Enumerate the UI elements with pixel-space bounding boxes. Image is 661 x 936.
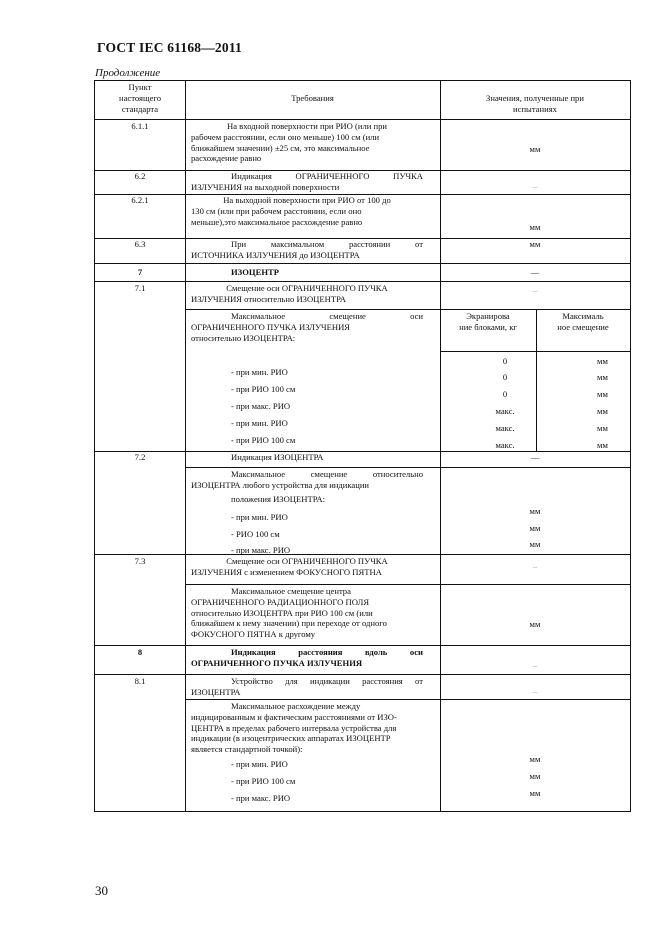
list-item: - при РИО 100 см xyxy=(231,776,296,786)
list-item: - при мин. РИО xyxy=(231,759,288,769)
document-header: ГОСТ IEC 61168—2011 xyxy=(97,40,242,55)
sub-header-max-offset: Максималь ное смещение xyxy=(557,311,609,332)
shielding-value: макс. xyxy=(495,423,515,433)
offset-unit: мм xyxy=(597,423,608,433)
row-divider xyxy=(185,584,630,585)
requirement-text: Максимальное смещение оси ОГРАНИЧЕННОГО ПУЧКА ИЗЛУЧЕНИЯ относительно ИЗОЦЕНТРА: xyxy=(191,311,423,343)
value-placeholder: _ xyxy=(532,179,538,189)
sub-header-shielding: Экранирова ние блоками, кг xyxy=(459,311,517,332)
clause-number: 7.1 xyxy=(134,283,146,293)
clause-number: 6.1.1 xyxy=(131,121,149,131)
list-item: - РИО 100 см xyxy=(231,529,280,539)
clause-number: 7.2 xyxy=(134,452,146,462)
requirement-text: Максимальное смещение центра ОГРАНИЧЕННОГО РАДИАЦИОННОГО ПОЛЯ относительно ИЗОЦЕНТРА при РИО 100 см (или ближайшем к нему значении) при переходе от одного ФОКУСНОГО ПЯТНА к другому xyxy=(191,586,387,640)
row-divider xyxy=(95,674,630,675)
clause-number: 7.3 xyxy=(134,556,146,566)
value-unit: мм xyxy=(529,239,541,249)
requirement-text: Максимальное смещение относительно ИЗОЦЕНТРА любого устройства для индикации положения ИЗОЦЕНТРА: xyxy=(191,469,423,504)
value-unit: мм xyxy=(529,619,541,629)
row-divider xyxy=(440,351,630,352)
list-item: - при макс. РИО xyxy=(231,793,291,803)
requirements-table xyxy=(94,80,631,812)
section-number: 7 xyxy=(137,267,143,277)
list-item: - при макс. РИО xyxy=(231,401,291,411)
col-header-values: Значения, полученные при испытаниях xyxy=(486,93,584,114)
list-item: - при РИО 100 см xyxy=(231,435,296,445)
requirement-text: На выходной поверхности при РИО от 100 до 130 см (или при рабочем расстоянии, если оно меньше),это максимальное расхождение равно xyxy=(191,195,391,227)
offset-unit: мм xyxy=(597,389,608,399)
row-divider xyxy=(95,645,630,646)
value-unit: мм xyxy=(529,506,541,516)
requirement-text: Устройство для индикации расстояния от ИЗОЦЕНТРА xyxy=(191,676,423,697)
offset-unit: мм xyxy=(597,406,608,416)
list-item: - при РИО 100 см xyxy=(231,384,296,394)
value-unit: мм xyxy=(529,523,541,533)
shielding-value: 0 xyxy=(502,372,508,382)
shielding-value: 0 xyxy=(502,356,508,366)
value-unit: мм xyxy=(529,754,541,764)
list-item: - при мин. РИО xyxy=(231,512,288,522)
offset-unit: мм xyxy=(597,372,608,382)
shielding-value: макс. xyxy=(495,406,515,416)
list-item: - при макс. РИО xyxy=(231,545,291,555)
requirement-text: Индикация ОГРАНИЧЕННОГО ПУЧКА ИЗЛУЧЕНИЯ на выходной поверхности xyxy=(191,171,423,192)
section-title: ИЗОЦЕНТР xyxy=(231,267,279,277)
col-header-clause: Пункт настоящего стандарта xyxy=(119,82,161,114)
value-placeholder: _ xyxy=(532,559,538,569)
row-divider xyxy=(185,309,630,310)
requirement-text: На входной поверхности при РИО (или при рабочем расстоянии, если оно меньше) 100 см (или ближайшем значении) ±25 см, это максимальное расхождение равно xyxy=(191,121,387,164)
requirement-text: Максимальное расхождение между индицированным и фактическим расстояниями от ИЗО- ЦЕНТРА в пределах рабочего интервала устройства для индикации (в изоцентрических аппаратах ИЗОЦЕНТР является стандартной точкой): xyxy=(191,701,397,755)
value-unit: мм xyxy=(529,771,541,781)
clause-number: 6.2 xyxy=(134,171,146,181)
page-number: 30 xyxy=(95,883,108,898)
value-unit: мм xyxy=(529,144,541,154)
row-divider xyxy=(95,554,630,555)
clause-number: 6.3 xyxy=(134,239,146,249)
value-dash: — xyxy=(530,452,540,462)
col-divider-1 xyxy=(185,81,186,812)
value-unit: мм xyxy=(529,788,541,798)
value-placeholder: _ xyxy=(532,684,538,694)
list-item: - при мин. РИО xyxy=(231,367,288,377)
offset-unit: мм xyxy=(597,440,608,450)
shielding-value: 0 xyxy=(502,389,508,399)
row-divider xyxy=(95,119,630,120)
value-placeholder: _ xyxy=(532,658,538,668)
requirement-text: Индикация ИЗОЦЕНТРА xyxy=(231,452,324,462)
shielding-value: макс. xyxy=(495,440,515,450)
clause-number: 6.2.1 xyxy=(131,195,149,205)
clause-number: 8.1 xyxy=(134,676,146,686)
value-dash: — xyxy=(530,267,540,277)
continuation-label: Продолжение xyxy=(95,67,161,79)
row-divider xyxy=(95,263,630,264)
requirement-text: Смещение оси ОГРАНИЧЕННОГО ПУЧКА ИЗЛУЧЕНИЯ с изменением ФОКУСНОГО ПЯТНА xyxy=(191,556,388,577)
value-unit: мм xyxy=(529,539,541,549)
row-divider xyxy=(185,699,630,700)
requirement-text: Смещение оси ОГРАНИЧЕННОГО ПУЧКА ИЗЛУЧЕНИЯ относительно ИЗОЦЕНТРА xyxy=(191,283,388,304)
value-placeholder: _ xyxy=(532,283,538,293)
row-divider xyxy=(185,467,630,468)
requirement-text: При максимальном расстоянии от ИСТОЧНИКА ИЗЛУЧЕНИЯ до ИЗОЦЕНТРА xyxy=(191,239,423,260)
value-unit: мм xyxy=(529,222,541,232)
list-item: - при мин. РИО xyxy=(231,418,288,428)
col-header-requirements: Требования xyxy=(291,93,334,103)
offset-unit: мм xyxy=(597,356,608,366)
section-number: 8 xyxy=(137,647,143,657)
row-divider xyxy=(95,281,630,282)
section-title: Индикация расстояния вдоль оси ОГРАНИЧЕННОГО ПУЧКА ИЗЛУЧЕНИЯ xyxy=(191,647,423,668)
